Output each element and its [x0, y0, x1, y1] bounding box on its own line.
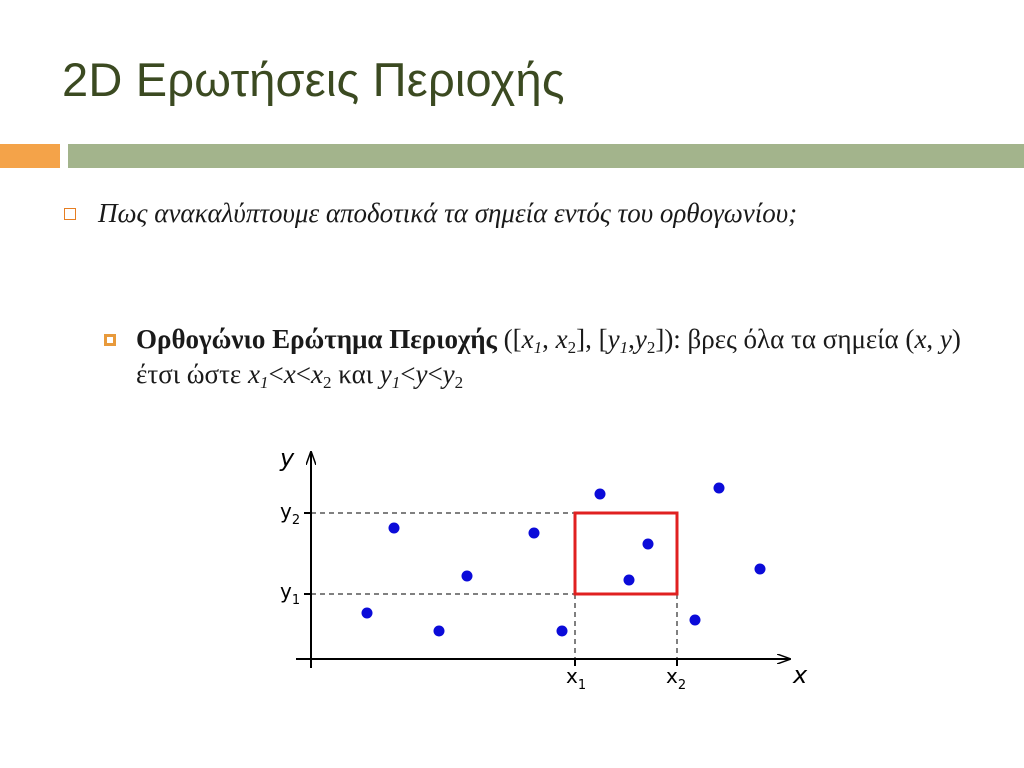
- point: [557, 626, 568, 637]
- y-axis-label: y: [280, 444, 295, 472]
- accent-bar-orange: [0, 144, 60, 168]
- bullet-question: Πως ανακαλύπτουμε αποδοτικά τα σημεία εντός του ορθογωνίου;: [98, 198, 798, 228]
- accent-bar-green: [68, 144, 1024, 168]
- point: [362, 608, 373, 619]
- point: [624, 575, 635, 586]
- range-query-figure: [260, 430, 820, 700]
- point: [389, 523, 400, 534]
- x-axis-label: x: [793, 661, 808, 689]
- point: [714, 483, 725, 494]
- point: [643, 539, 654, 550]
- point: [462, 571, 473, 582]
- point: [755, 564, 766, 575]
- slide-title: 2D Ερωτήσεις Περιοχής: [62, 53, 565, 106]
- point: [595, 489, 606, 500]
- y1-label: $y_1$: [280, 579, 301, 608]
- bullet-definition: Ορθογώνιο Ερώτημα Περιοχής ([$x_1$, $x_2$], $[y_1,y_2]$): βρες όλα τα σημεία (x, y) έτσι ώστε $x_1<x<x_2$ και $y_1<y<y_2$: [136, 324, 961, 392]
- point: [529, 528, 540, 539]
- x1-label: $x_1$: [566, 664, 587, 693]
- points: [362, 483, 766, 637]
- definition-heading: Ορθογώνιο Ερώτημα Περιοχής: [136, 324, 497, 354]
- filled-square-bullet-icon: [104, 334, 116, 346]
- hollow-square-bullet-icon: [64, 208, 76, 220]
- point: [434, 626, 445, 637]
- point: [690, 615, 701, 626]
- y2-label: $y_2$: [280, 499, 301, 528]
- x2-label: $x_2$: [666, 664, 687, 693]
